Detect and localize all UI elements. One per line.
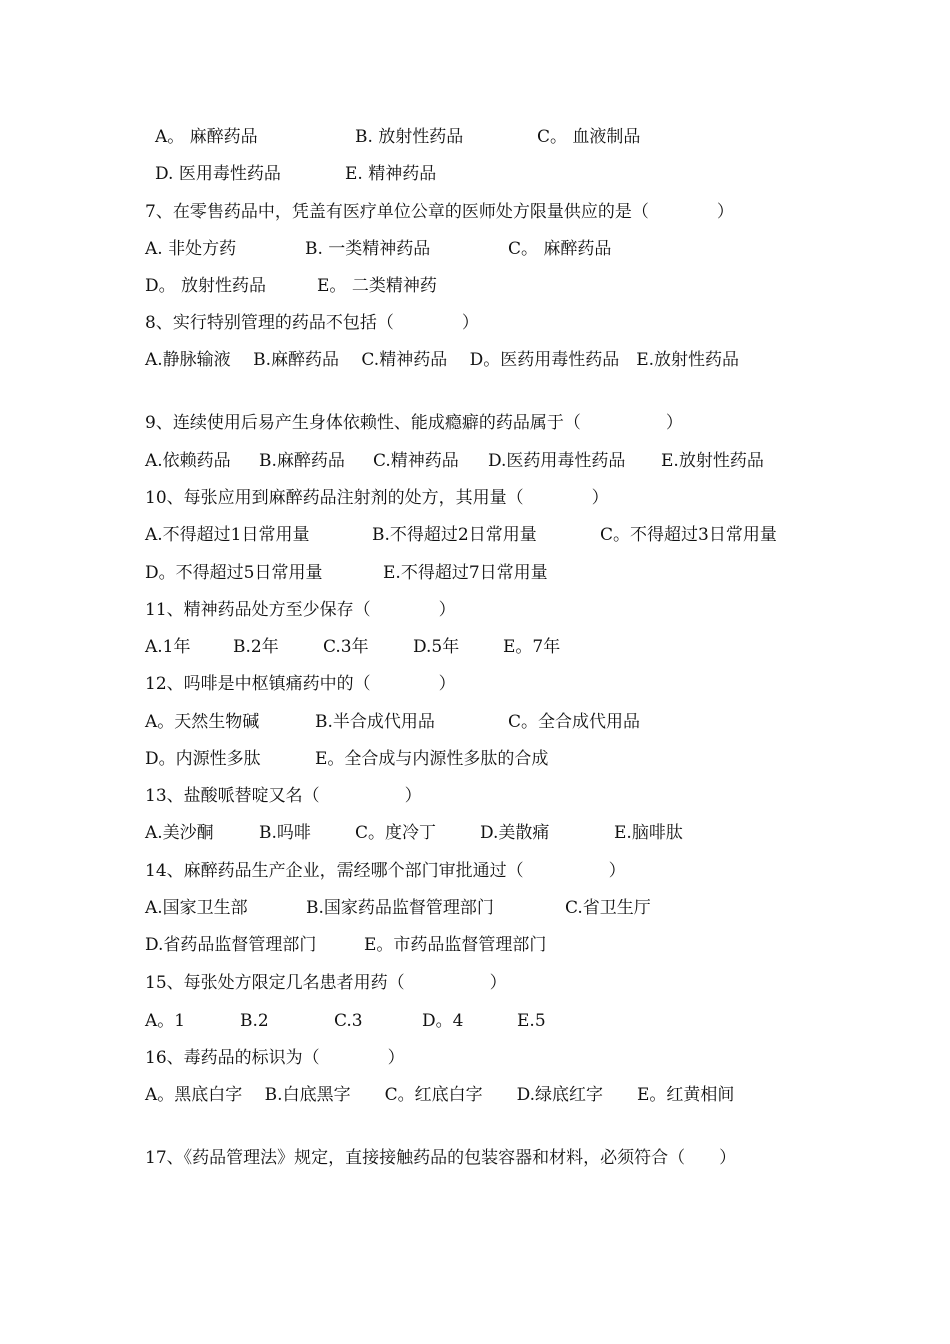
question-15: 15、每张处方限定几名患者用药（ ） [145, 973, 507, 993]
option-a: A.不得超过1日常用量 [145, 525, 310, 545]
option-e: E.5 [517, 1011, 546, 1031]
option-d: D. 医用毒性药品 [155, 164, 281, 184]
option-d: D。内源性多肽 [145, 749, 261, 769]
option-c: C。全合成代用品 [508, 712, 641, 732]
option-a: A。 麻醉药品 [155, 127, 258, 147]
question-9: 9、连续使用后易产生身体依赖性、能成瘾癖的药品属于（ ） [145, 413, 683, 433]
option-d: D.省药品监督管理部门 [145, 935, 317, 955]
option-b: B.2 [240, 1011, 269, 1031]
option-a: A.美沙酮 [145, 823, 214, 843]
option-b: B.吗啡 [259, 823, 311, 843]
question-8-options: A.静脉输液 B.麻醉药品 C.精神药品 D。医药用毒性药品 E.放射性药品 [145, 350, 740, 370]
option-a: A.1年 [145, 637, 191, 657]
option-d: D。4 [422, 1011, 464, 1031]
option-b: B.麻醉药品 [259, 451, 345, 471]
option-e: E.不得超过7日常用量 [383, 563, 548, 583]
option-e: E.放射性药品 [661, 451, 764, 471]
option-e: E。市药品监督管理部门 [364, 935, 547, 955]
question-14: 14、麻醉药品生产企业，需经哪个部门审批通过（ ） [145, 861, 626, 881]
option-b: B.2年 [233, 637, 279, 657]
option-d: D。不得超过5日常用量 [145, 563, 323, 583]
option-a: A。天然生物碱 [145, 712, 260, 732]
question-11: 11、精神药品处方至少保存（ ） [145, 600, 456, 620]
option-e: E。7年 [503, 637, 561, 657]
option-c: C。不得超过3日常用量 [600, 525, 777, 545]
option-a: A。1 [145, 1011, 186, 1031]
option-c: C.精神药品 [373, 451, 459, 471]
option-a: A.国家卫生部 [145, 898, 248, 918]
option-e: E.脑啡肽 [614, 823, 683, 843]
option-b: B. 一类精神药品 [305, 239, 431, 259]
option-c: C.省卫生厅 [565, 898, 651, 918]
option-b: B.半合成代用品 [315, 712, 435, 732]
option-e: E。全合成与内源性多肽的合成 [315, 749, 549, 769]
option-c: C.3年 [323, 637, 369, 657]
option-c: C.3 [334, 1011, 363, 1031]
option-d: D.5年 [413, 637, 460, 657]
question-12: 12、吗啡是中枢镇痛药中的（ ） [145, 674, 456, 694]
option-c: C。 麻醉药品 [508, 239, 612, 259]
question-8: 8、实行特别管理的药品不包括（ ） [145, 313, 479, 333]
option-e: E。 二类精神药 [317, 276, 437, 296]
option-b: B.不得超过2日常用量 [372, 525, 537, 545]
option-c: C。 血液制品 [537, 127, 641, 147]
option-a: A. 非处方药 [145, 239, 237, 259]
option-a: A.依赖药品 [145, 451, 231, 471]
question-13: 13、盐酸哌替啶又名（ ） [145, 786, 422, 806]
question-7: 7、在零售药品中，凭盖有医疗单位公章的医师处方限量供应的是（ ） [145, 202, 734, 222]
option-b: B.国家药品监督管理部门 [306, 898, 494, 918]
option-e: E. 精神药品 [345, 164, 437, 184]
option-d: D。 放射性药品 [145, 276, 267, 296]
option-c: C。度冷丁 [355, 823, 437, 843]
question-16: 16、毒药品的标识为（ ） [145, 1048, 405, 1068]
option-d: D.医药用毒性药品 [488, 451, 626, 471]
question-10: 10、每张应用到麻醉药品注射剂的处方，其用量（ ） [145, 488, 609, 508]
question-17: 17、《药品管理法》规定，直接接触药品的包装容器和材料，必须符合（ ） [145, 1148, 737, 1168]
option-b: B. 放射性药品 [355, 127, 464, 147]
option-d: D.美散痛 [480, 823, 550, 843]
question-16-options: A。黑底白字 B.白底黑字 C。红底白字 D.绿底红字 E。红黄相间 [145, 1085, 735, 1105]
